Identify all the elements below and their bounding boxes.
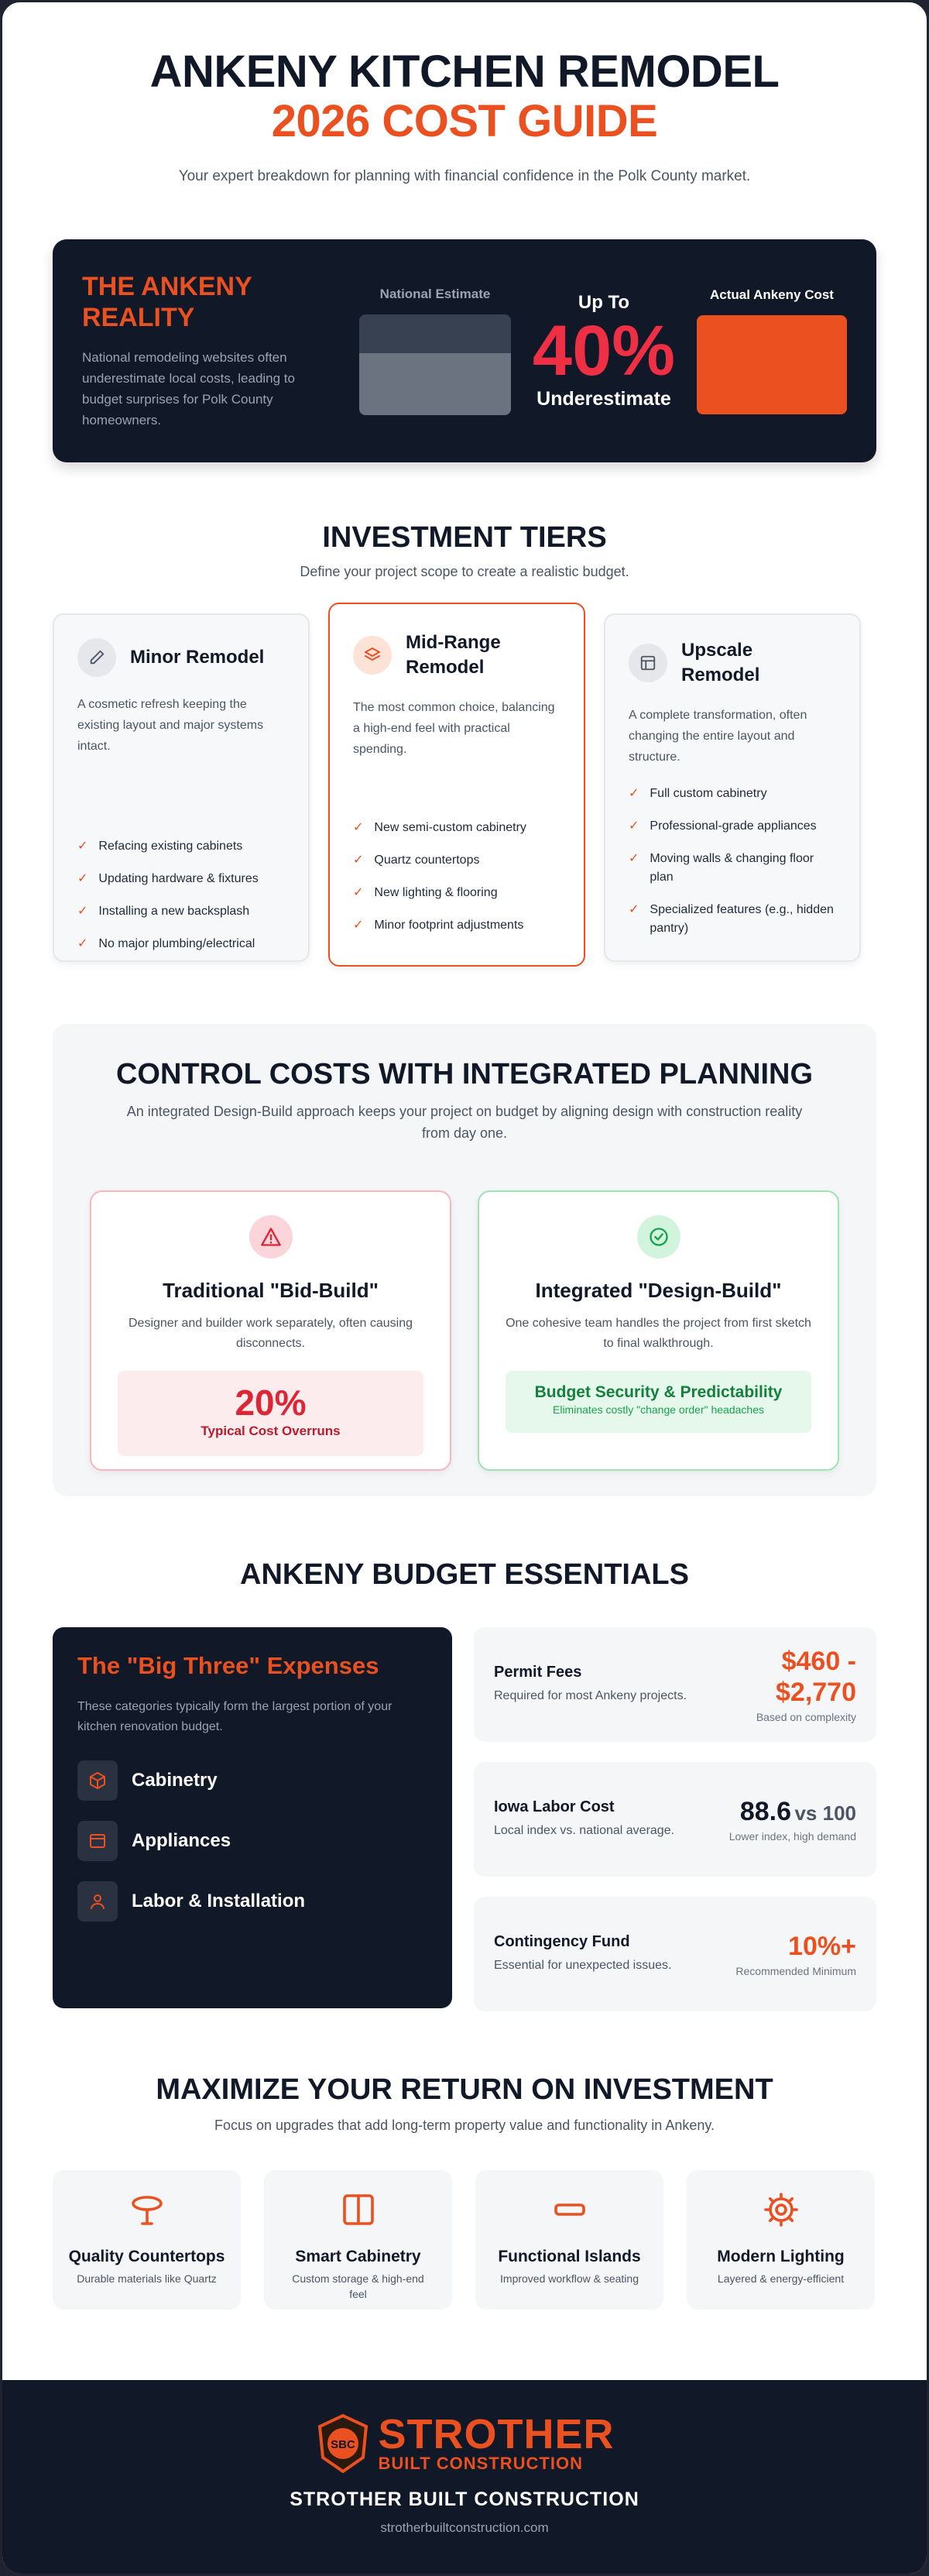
tier-description: The most common choice, balancing a high-end feel with practical spending.	[353, 701, 555, 756]
design-build-title: Integrated "Design-Build"	[535, 1279, 782, 1302]
hero-header	[53, 2, 876, 185]
value-note: Recommended Minimum	[735, 1965, 856, 1977]
roi-section	[53, 2073, 876, 2310]
roi-card-title: Modern Lighting	[717, 2248, 845, 2265]
logo-mark-text: SBC	[330, 2438, 355, 2451]
labor-index-value: 88.6	[739, 1797, 792, 1826]
check-icon: ✓	[353, 854, 364, 867]
list-item	[629, 785, 836, 803]
card-description: Required for most Ankeny projects.	[494, 1689, 687, 1702]
contingency-value: 10%+	[788, 1932, 856, 1961]
national-estimate-bar-top	[359, 314, 511, 353]
content-column	[53, 2, 876, 2310]
approach-comparison	[90, 1190, 839, 1471]
reality-description: National remodeling websites often underestimate local costs, leading to budget surprises for Polk County homeowners.	[82, 350, 295, 428]
roi-card-text: Durable materials like Quartz	[77, 2272, 217, 2285]
roi-card-islands	[475, 2170, 663, 2310]
list-item	[353, 884, 560, 902]
list-item	[77, 837, 285, 856]
list-item	[77, 1881, 427, 1922]
cost-overrun-label: Typical Cost Overruns	[201, 1424, 341, 1438]
value-note: Based on complexity	[756, 1711, 856, 1723]
underestimate-stat	[511, 292, 697, 410]
tier-feature-list	[77, 837, 285, 953]
check-icon: ✓	[353, 919, 364, 932]
person-icon	[77, 1881, 118, 1922]
cube-icon	[77, 1760, 118, 1801]
budget-security-label: Budget Security & Predictability	[534, 1383, 783, 1401]
tier-card-minor	[53, 613, 310, 962]
actual-cost-column	[697, 287, 847, 414]
tier-card-upscale	[604, 613, 861, 962]
tier-card-mid-range	[328, 603, 585, 967]
estimate-comparison	[359, 287, 847, 415]
check-icon: ✓	[629, 903, 639, 916]
roi-title: MAXIMIZE YOUR RETURN ON INVESTMENT	[156, 2073, 773, 2106]
actual-cost-label: Actual Ankeny Cost	[710, 287, 834, 302]
card-title: Contingency Fund	[494, 1933, 630, 1950]
countertop-icon	[53, 2189, 241, 2231]
national-estimate-column	[359, 287, 511, 415]
list-item	[629, 817, 836, 836]
check-icon: ✓	[77, 905, 88, 918]
check-icon: ✓	[77, 937, 88, 950]
reality-title: THE ANKENY REALITY	[82, 272, 252, 332]
feature-text: No major plumbing/electrical	[98, 937, 255, 950]
control-subtitle: An integrated Design-Build approach keeps your project on budget by aligning design with construction reality from day one.	[126, 1104, 803, 1141]
tier-feature-list	[353, 819, 560, 935]
roi-subtitle: Focus on upgrades that add long-term property value and functionality in Ankeny.	[214, 2117, 715, 2133]
tier-cards	[53, 613, 876, 967]
roi-card-text: Improved workflow & seating	[500, 2272, 639, 2285]
card-text	[494, 1933, 671, 1975]
list-item	[353, 916, 560, 935]
value-note: Lower index, high demand	[728, 1830, 856, 1843]
check-icon: ✓	[353, 821, 364, 834]
card-description: Local index vs. national average.	[494, 1824, 675, 1837]
control-title: CONTROL COSTS WITH INTEGRATED PLANNING	[115, 1058, 813, 1091]
card-text	[494, 1798, 674, 1840]
check-icon: ✓	[629, 787, 639, 800]
labor-index-value-row	[729, 1796, 856, 1827]
feature-text: Specialized features (e.g., hidden pantry)	[650, 903, 834, 935]
list-item	[629, 901, 836, 938]
feature-text: Minor footprint adjustments	[374, 919, 524, 932]
check-circle-icon	[637, 1215, 680, 1259]
logo-word-secondary: BUILT CONSTRUCTION	[378, 2454, 583, 2473]
tier-feature-list	[629, 785, 836, 938]
tiers-title: INVESTMENT TIERS	[322, 521, 607, 554]
national-estimate-label: National Estimate	[379, 287, 491, 301]
essentials-cards	[474, 1627, 876, 2011]
reality-text-block	[82, 271, 321, 431]
tier-description: A complete transformation, often changing the entire layout and structure.	[629, 709, 807, 764]
feature-text: New lighting & flooring	[374, 886, 498, 899]
feature-text: Refacing existing cabinets	[98, 840, 243, 853]
essentials-title: ANKENY BUDGET ESSENTIALS	[240, 1558, 689, 1591]
expense-label: Appliances	[132, 1830, 231, 1851]
feature-text: Installing a new backsplash	[98, 905, 250, 918]
national-estimate-bar-bottom	[359, 353, 511, 415]
card-description: Essential for unexpected issues.	[494, 1959, 672, 1972]
feature-text: Full custom cabinetry	[650, 787, 767, 800]
list-item	[629, 850, 836, 887]
roi-card-title: Smart Cabinetry	[295, 2248, 421, 2265]
permit-fee-value: $460 - $2,770	[776, 1647, 856, 1707]
roi-card-cabinetry	[264, 2170, 452, 2310]
list-item	[77, 1821, 427, 1861]
cost-overrun-stat	[118, 1371, 423, 1456]
card-value-block	[740, 1646, 856, 1723]
check-icon: ✓	[629, 852, 639, 865]
bid-build-card	[90, 1190, 451, 1471]
card-text	[494, 1664, 687, 1705]
logo-wordmark	[378, 2411, 615, 2473]
tier-header	[629, 638, 836, 688]
page-title: ANKENY KITCHEN REMODEL	[149, 46, 780, 97]
layers-icon	[353, 636, 392, 675]
gear-icon	[687, 2189, 875, 2231]
expense-label: Cabinetry	[132, 1770, 218, 1791]
expense-label: Labor & Installation	[132, 1891, 306, 1911]
appliance-icon	[77, 1821, 118, 1861]
big-three-text: These categories typically form the largest portion of your kitchen renovation budget.	[77, 1700, 393, 1733]
page-subtitle: Your expert breakdown for planning with financial confidence in the Polk County market.	[178, 168, 751, 184]
website-link[interactable]: strotherbuiltconstruction.com	[380, 2520, 549, 2535]
check-icon: ✓	[353, 886, 364, 899]
company-logo	[2, 2413, 927, 2475]
investment-tiers-section	[53, 521, 876, 967]
roi-card-text: Custom storage & high-end feel	[292, 2272, 424, 2300]
actual-cost-bar	[697, 315, 847, 414]
big-three-title: The "Big Three" Expenses	[77, 1652, 379, 1679]
cabinet-icon	[264, 2189, 452, 2231]
contingency-fund-card	[474, 1897, 876, 2011]
list-item	[353, 819, 560, 837]
permit-fees-card	[474, 1627, 876, 1742]
budget-security-stat	[506, 1371, 811, 1433]
tier-name: Minor Remodel	[130, 647, 265, 668]
tier-name: Upscale Remodel	[681, 640, 760, 685]
national-estimate-bar	[359, 314, 511, 415]
page-title-year: 2026 COST GUIDE	[271, 96, 658, 146]
layout-icon	[629, 644, 667, 682]
logo-word-primary: STROTHER	[378, 2411, 615, 2458]
design-build-card	[478, 1190, 839, 1471]
logo-emblem	[315, 2413, 371, 2475]
check-icon: ✓	[629, 819, 639, 833]
company-name: STROTHER BUILT CONSTRUCTION	[290, 2488, 639, 2510]
budget-security-note: Eliminates costly "change order" headaches	[553, 1403, 764, 1416]
bid-build-text: Designer and builder work separately, often causing disconnects.	[128, 1317, 413, 1350]
design-build-text: One cohesive team handles the project from first sketch to final walkthrough.	[506, 1317, 811, 1350]
tier-header	[77, 638, 285, 677]
control-costs-section	[53, 1024, 876, 1496]
footer	[2, 2380, 927, 2574]
labor-index-national: vs 100	[794, 1801, 856, 1825]
cost-overrun-percent: 20%	[235, 1382, 307, 1423]
card-title: Permit Fees	[494, 1664, 582, 1681]
feature-text: Moving walls & changing floor plan	[650, 852, 814, 884]
island-icon	[475, 2189, 663, 2231]
essentials-row	[53, 1627, 876, 2011]
up-to-label: Up To	[578, 291, 630, 313]
list-item	[77, 902, 285, 921]
underestimate-label: Underestimate	[536, 387, 671, 410]
labor-cost-card	[474, 1762, 876, 1877]
tier-name: Mid-Range Remodel	[406, 632, 501, 678]
card-title: Iowa Labor Cost	[494, 1798, 615, 1815]
roi-card-text: Layered & energy-efficient	[717, 2272, 845, 2285]
big-three-panel	[53, 1627, 452, 2008]
check-icon: ✓	[77, 840, 88, 853]
card-value-block	[729, 1796, 856, 1843]
budget-essentials-section	[53, 1558, 876, 2011]
underestimate-percent: 40%	[532, 311, 676, 390]
list-item	[77, 1760, 427, 1801]
bid-build-title: Traditional "Bid-Build"	[163, 1279, 379, 1302]
reality-panel	[53, 239, 876, 462]
list-item	[77, 935, 285, 953]
feature-text: New semi-custom cabinetry	[374, 821, 526, 834]
pencil-icon	[77, 638, 116, 677]
feature-text: Quartz countertops	[374, 854, 480, 867]
roi-cards	[53, 2170, 876, 2310]
tier-header	[353, 630, 560, 680]
feature-text: Professional-grade appliances	[650, 819, 817, 833]
feature-text: Updating hardware & fixtures	[98, 872, 259, 885]
check-icon: ✓	[77, 872, 88, 885]
roi-card-lighting	[687, 2170, 875, 2310]
card-value-block	[735, 1931, 856, 1977]
list-item	[77, 870, 285, 888]
tier-description: A cosmetic refresh keeping the existing layout and major systems intact.	[77, 698, 264, 753]
list-item	[353, 851, 560, 870]
tiers-subtitle: Define your project scope to create a realistic budget.	[300, 564, 629, 579]
warning-icon	[249, 1215, 293, 1259]
roi-card-countertops	[53, 2170, 241, 2310]
roi-card-title: Quality Countertops	[68, 2248, 225, 2265]
roi-card-title: Functional Islands	[498, 2248, 641, 2265]
